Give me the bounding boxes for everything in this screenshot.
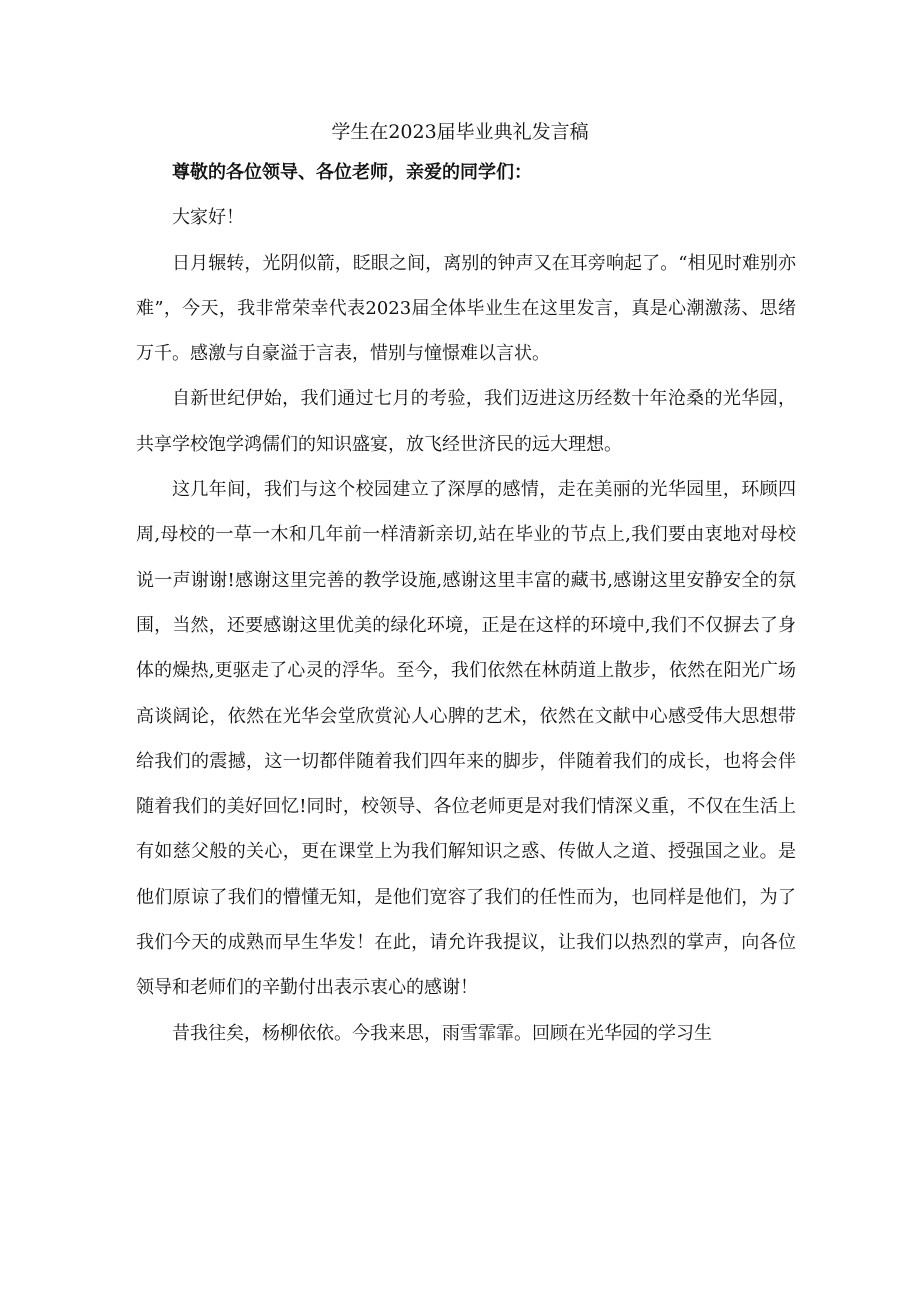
paragraph-gratitude: 这几年间，我们与这个校园建立了深厚的感情，走在美丽的光华园里，环顾四周,母校的一草一木和几年前一样清新亲切,站在毕业的节点上,我们要由衷地对母校说一声谢谢!感谢这里完善的教学设施,感谢这里丰富的藏书,感谢这里安静安全的氛围，当然，还要感谢这里优美的绿化环境，正是在这样的环境中,我们不仅摒去了身体的燥热,更驱走了心灵的浮华。至今，我们依然在林荫道上散步，依然在阳光广场高谈阔论，依然在光华会堂欣赏沁人心脾的艺术，依然在文献中心感受伟大思想带给我们的震撼，这一切都伴随着我们四年来的脚步，伴随着我们的成长，也将会伴随着我们的美好回忆!同时，校领导、各位老师更是对我们情深义重，不仅在生活上有如慈父般的关心，更在课堂上为我们解知识之惑、传做人之道、授强国之业。是他们原谅了我们的懵懂无知，是他们宽容了我们的任性而为，也同样是他们，为了我们今天的成熟而早生华发！在此，请允许我提议，让我们以热烈的掌声，向各位领导和老师们的辛勤付出表示衷心的感谢！	[136, 479, 796, 999]
paragraph-greeting: 大家好！	[172, 207, 244, 229]
document-title: 学生在2023届毕业典礼发言稿	[331, 121, 589, 143]
paragraph-opening: 日月辗转，光阴似箭，眨眼之间，离别的钟声又在耳旁响起了。“相见时难别亦难”，今天，我非常荣幸代表2023届全体毕业生在这里发言，真是心潮激荡、思绪万千。感激与自豪溢于言表，惜别与憧憬难以言状。	[136, 252, 796, 365]
document-body	[136, 150, 796, 1056]
paragraph-new-century: 自新世纪伊始，我们通过七月的考验，我们迈进这历经数十年沧桑的光华园，共享学校饱学鸿儒们的知识盛宴，放飞经世济民的远大理想。	[136, 388, 796, 455]
salutation: 尊敬的各位领导、各位老师，亲爱的同学们：	[172, 162, 532, 183]
paragraph-reflection: 昔我往矣，杨柳依依。今我来思，雨雪霏霏。回顾在光华园的学习生	[172, 1022, 712, 1044]
